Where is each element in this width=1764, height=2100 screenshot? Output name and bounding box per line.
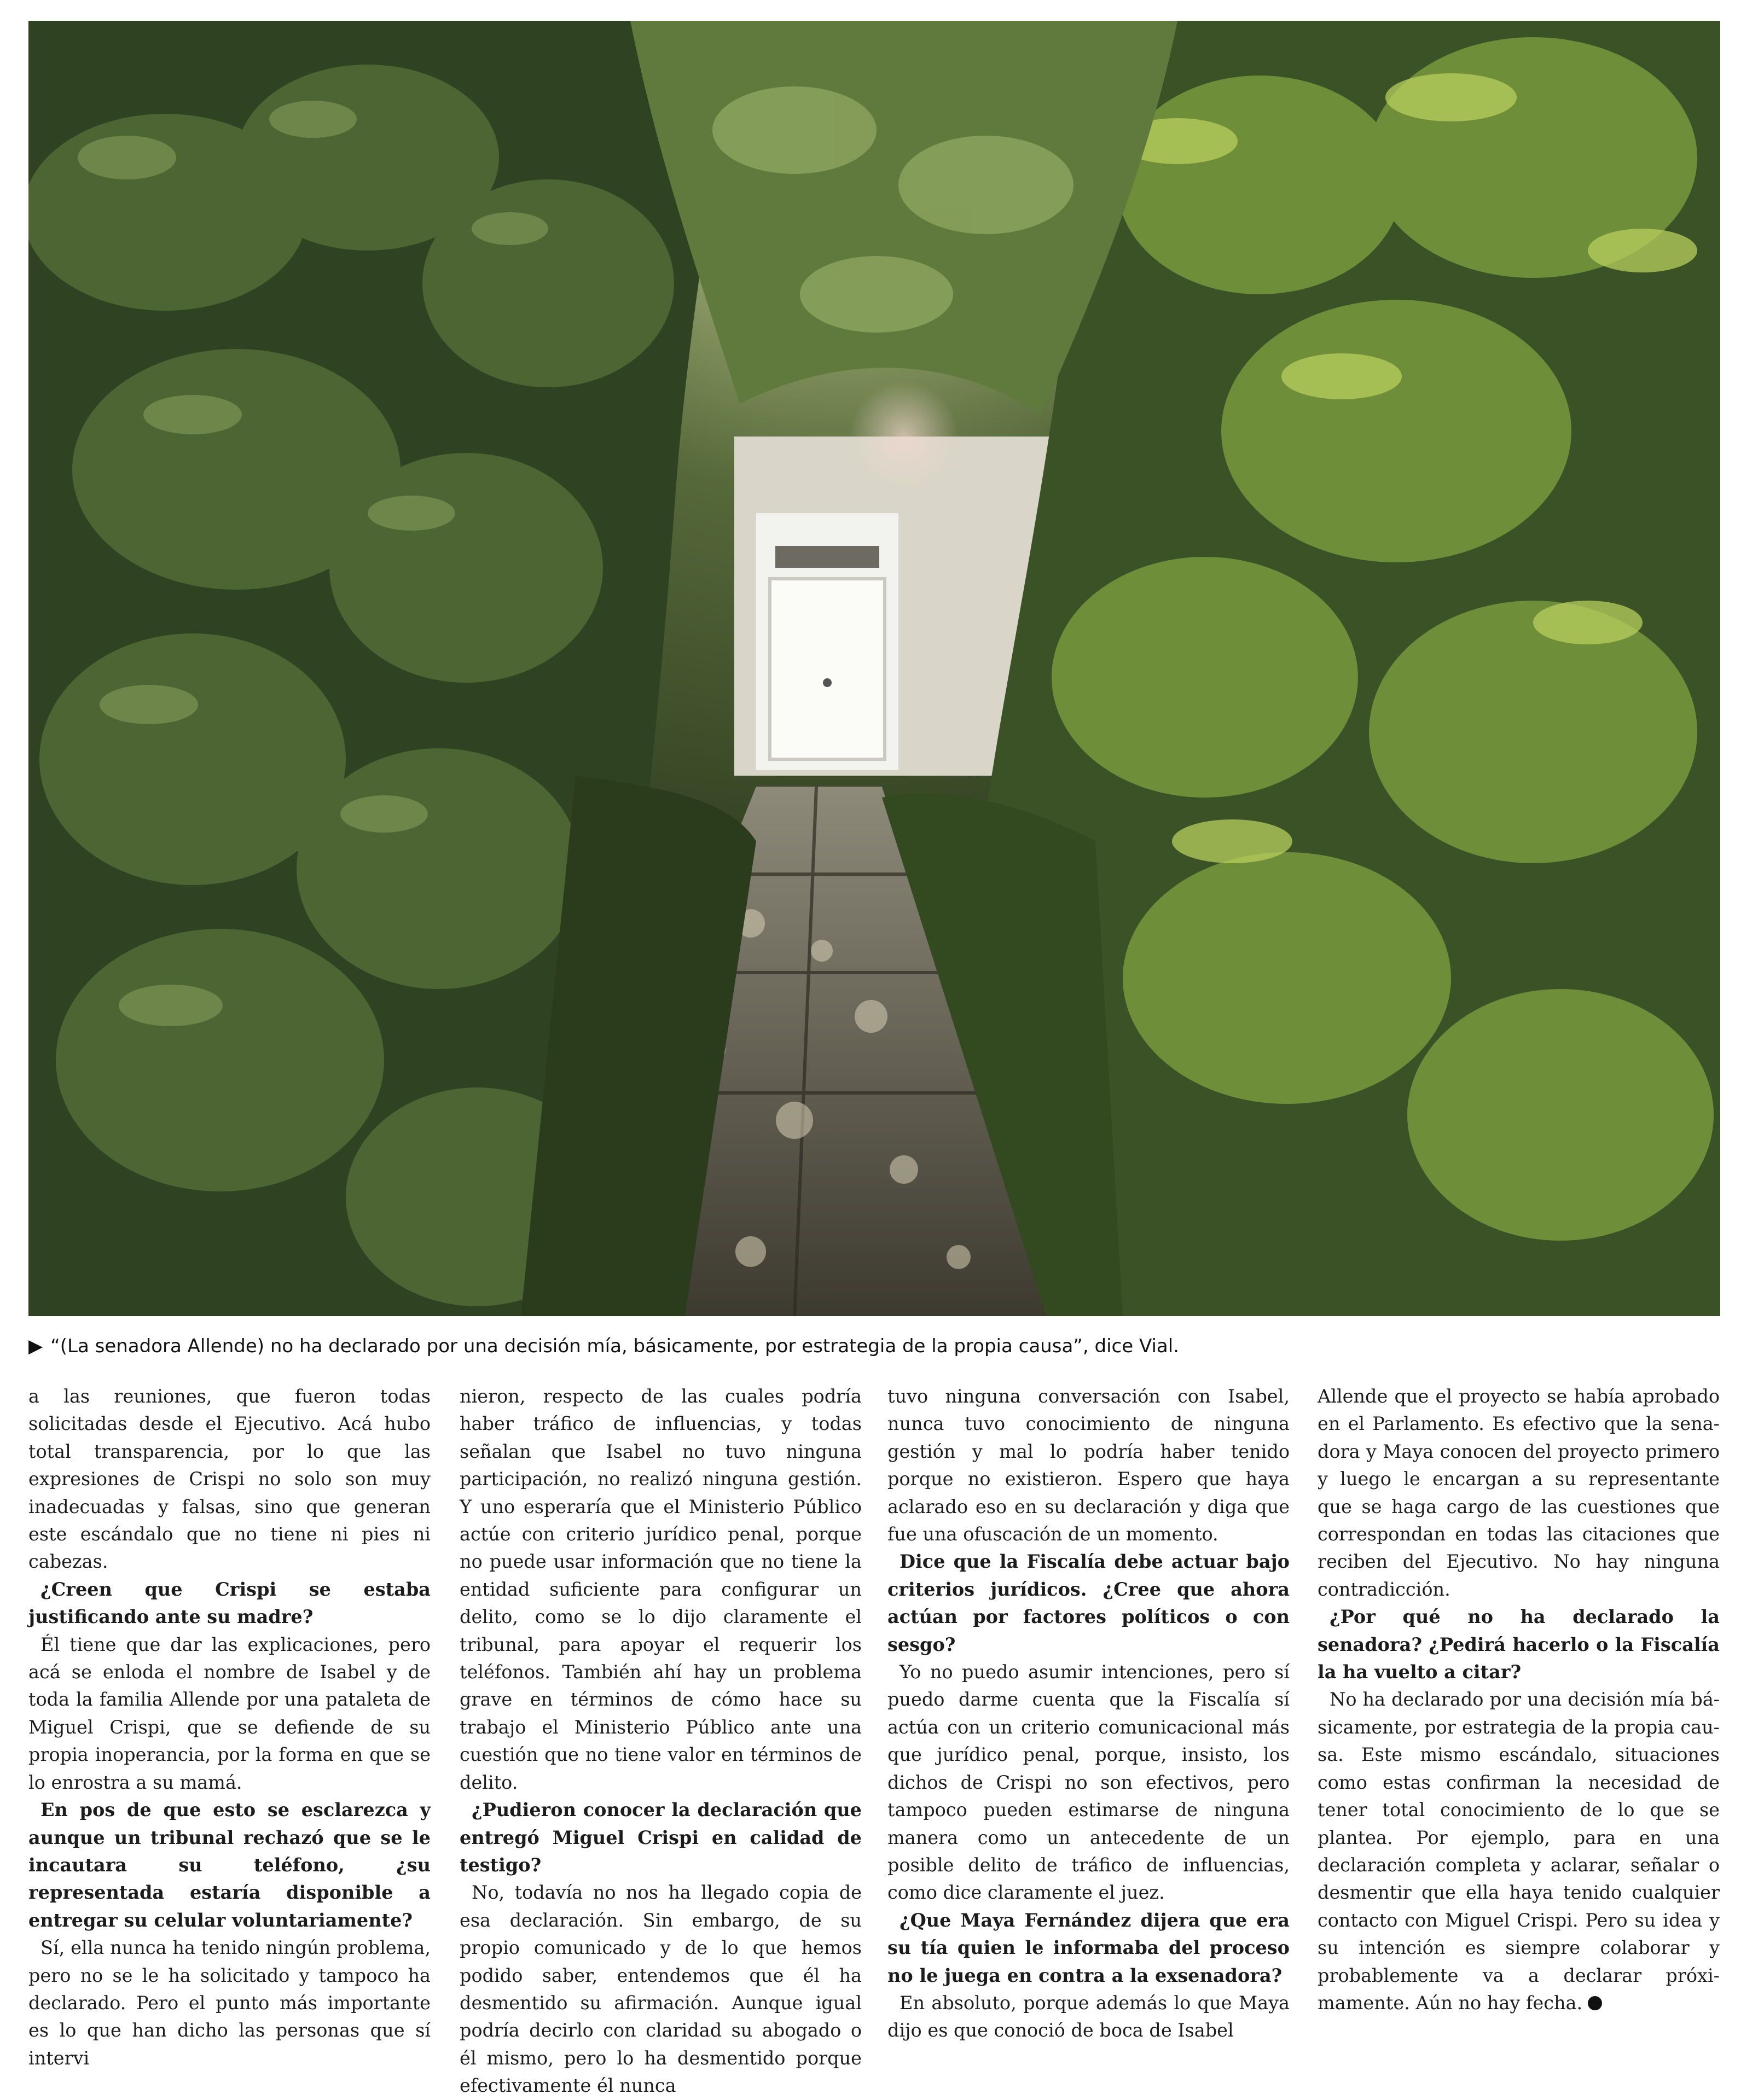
- final-answer-text: No ha declarado por una decisión mía básicamente, por estrategia de la propia causa. Este mismo escándalo, situaciones como estas confirman la necesidad de tener total conocimiento de lo que se plantea. Por ejemplo, para en una declaración completa y aclarar, señalar o desmentir que ella haya tenido cualquier contacto con Miguel Crispi. Pero su idea y su intención es siempre colaborar y probablemente va a declarar próximamente. Aún no hay fecha.: [1318, 1689, 1720, 2014]
- caption-marker: ▶: [28, 1335, 43, 1357]
- answer-paragraph: tuvo ninguna conversación con Isabel, nunca tuvo conocimiento de ninguna gestión y mal lo podría haber tenido porque no existieron. Espero que haya aclarado eso en su declaración y diga que fue una ofuscación de un momento.: [887, 1386, 1290, 1545]
- answer-paragraph: Sí, ella nunca ha tenido ningún problema, pero no se le ha solicitado y tampoco ha declarado. Pero el punto más importante es lo que han dicho las personas que sí intervi: [28, 1937, 431, 2069]
- article-column-2: [460, 1383, 862, 2097]
- question-paragraph: ¿Creen que Crispi se estaba justificando ante su madre?: [28, 1578, 431, 1628]
- answer-paragraph: Allende que el proyecto se había aprobado en el Parlamento. Es efectivo que la senadora y Maya conocen del proyecto primero y luego le encargan a su representante que se haga cargo de las cuestiones que correspondan en todas las citaciones que reciben del Ejecutivo. No hay ninguna contradicción.: [1318, 1386, 1720, 1600]
- answer-paragraph: [1318, 1686, 1720, 2017]
- question-paragraph: ¿Pudieron conocer la declaración que entregó Miguel Crispi en calidad de testigo?: [460, 1799, 862, 1876]
- article-column-1: [28, 1383, 431, 2069]
- article-column-4: [1318, 1383, 1720, 2028]
- article-column-3: [887, 1383, 1290, 2041]
- answer-paragraph: Él tiene que dar las explicaciones, pero acá se enloda el nombre de Isabel y de toda la familia Allende por una pataleta de Miguel Crispi, que se defiende de su propia inoperancia, por la forma en que se lo enrostra a su mamá.: [28, 1633, 431, 1793]
- photo-caption: [28, 1329, 1725, 1363]
- article-photo: [28, 21, 1720, 1316]
- answer-paragraph: No, todavía no nos ha llegado copia de esa declaración. Sin embargo, de su propio comunicado y de lo que hemos podido saber, entendemos que él ha desmentido su afirmación. Aunque igual podría decirlo con claridad su abogado o él mismo, pero lo ha desmentido porque efectivamente él nunca: [460, 1882, 862, 2097]
- answer-paragraph: En absoluto, porque además lo que Maya dijo es que conoció de boca de Isabel: [887, 1992, 1290, 2041]
- answer-paragraph: nieron, respecto de las cuales podría haber tráfico de influencias, y todas señalan que Isabel no tuvo ninguna participación, no realizó ninguna gestión. Y uno esperaría que el Ministerio Público actúe con criterio jurídico penal, porque no puede usar información que no tiene la entidad suficiente para configurar un delito, como se lo dijo claramente el tribunal, para apoyar el requerir los teléfonos. También ahí hay un problema grave en términos de cómo hace su trabajo el Ministerio Público ante una cuestión que no tiene valor en términos de delito.: [460, 1386, 862, 1793]
- question-paragraph: ¿Que Maya Fernández dijera que era su tía quien le informaba del proceso no le juega en contra a la exsenadora?: [887, 1909, 1290, 1986]
- question-paragraph: ¿Por qué no ha declarado la senadora? ¿Pedirá hacerlo o la Fiscalía la ha vuelto a citar?: [1318, 1606, 1720, 1683]
- question-paragraph: En pos de que esto se esclarezca y aunque un tribunal rechazó que se le incautara su teléfono, ¿su representada estaría disponible a entregar su celular voluntariamente?: [28, 1799, 431, 1931]
- answer-paragraph: a las reuniones, que fueron todas solicitadas desde el Ejecutivo. Acá hubo total transparencia, por lo que las expresiones de Crispi no solo son muy inadecuadas y falsas, sino que generan este escándalo que no tiene ni pies ni cabezas.: [28, 1386, 431, 1573]
- end-of-article-bullet-icon: [1588, 1996, 1602, 2010]
- garden-door-photo: [28, 21, 1720, 1316]
- caption-text: “(La senadora Allende) no ha declarado por una decisión mía, básicamente, por estrategia de la propia causa”, dice Vial.: [50, 1335, 1179, 1357]
- answer-paragraph: Yo no puedo asumir intenciones, pero sí puedo darme cuenta que la Fiscalía sí actúa con un criterio comunicacional más que jurídico penal, porque, insisto, los dichos de Crispi no son efectivos, pero tampoco pueden estimarse de ninguna manera como un antecedente de un posible delito de tráfico de influencias, como dice claramente el juez.: [887, 1661, 1290, 1904]
- question-paragraph: Dice que la Fiscalía debe actuar bajo criterios jurídicos. ¿Cree que ahora actúan por factores políticos o con sesgo?: [887, 1551, 1290, 1655]
